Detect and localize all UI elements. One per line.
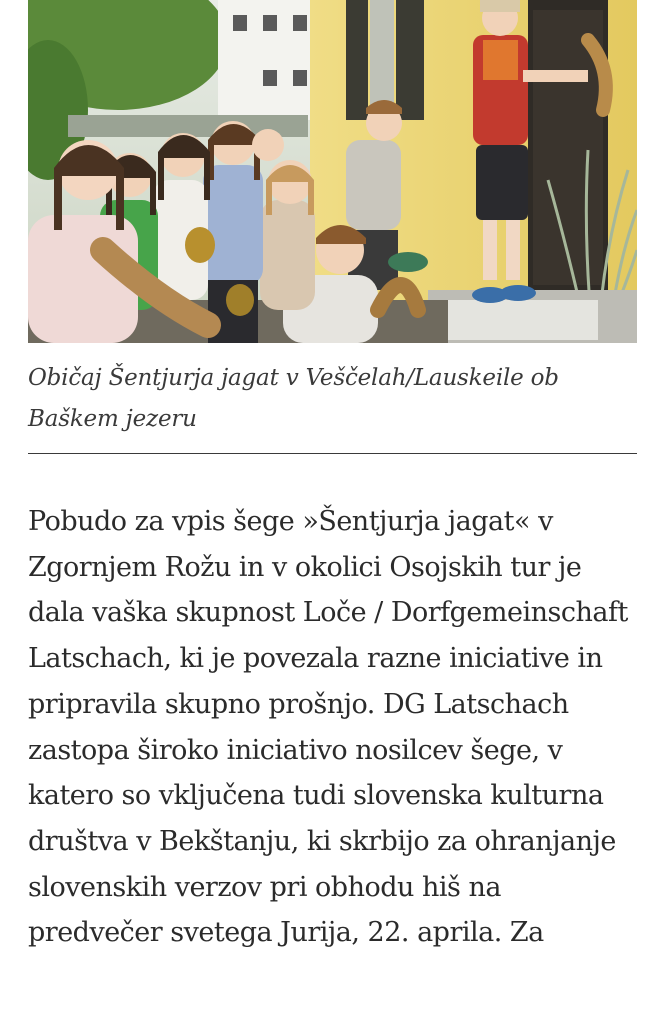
caption-divider xyxy=(28,453,637,454)
children-with-bells-photo xyxy=(28,0,637,343)
article-photo xyxy=(28,0,637,343)
article-paragraph: Pobudo za vpis šege »Šentjurja jagat« v Zgornjem Rožu in v okolici Osojskih tur je dala vaška skupnost Loče / Dorfgemeinschaft Latschach, ki je povezala razne iniciative in pripravila skupno prošnjo. DG Latschach zastopa široko iniciativo nosilcev šege, v katero so vključena tudi slovenska kulturna društva v Bekštanju, ki skrbijo za ohranjanje slovenskih verzov pri obhodu hiš na predvečer svetega Jurija, 22. aprila. Za xyxy=(28,506,628,949)
photo-caption: Običaj Šentjurja jagat v Veščelah/Lauskeile ob Baškem jezeru xyxy=(28,365,559,432)
